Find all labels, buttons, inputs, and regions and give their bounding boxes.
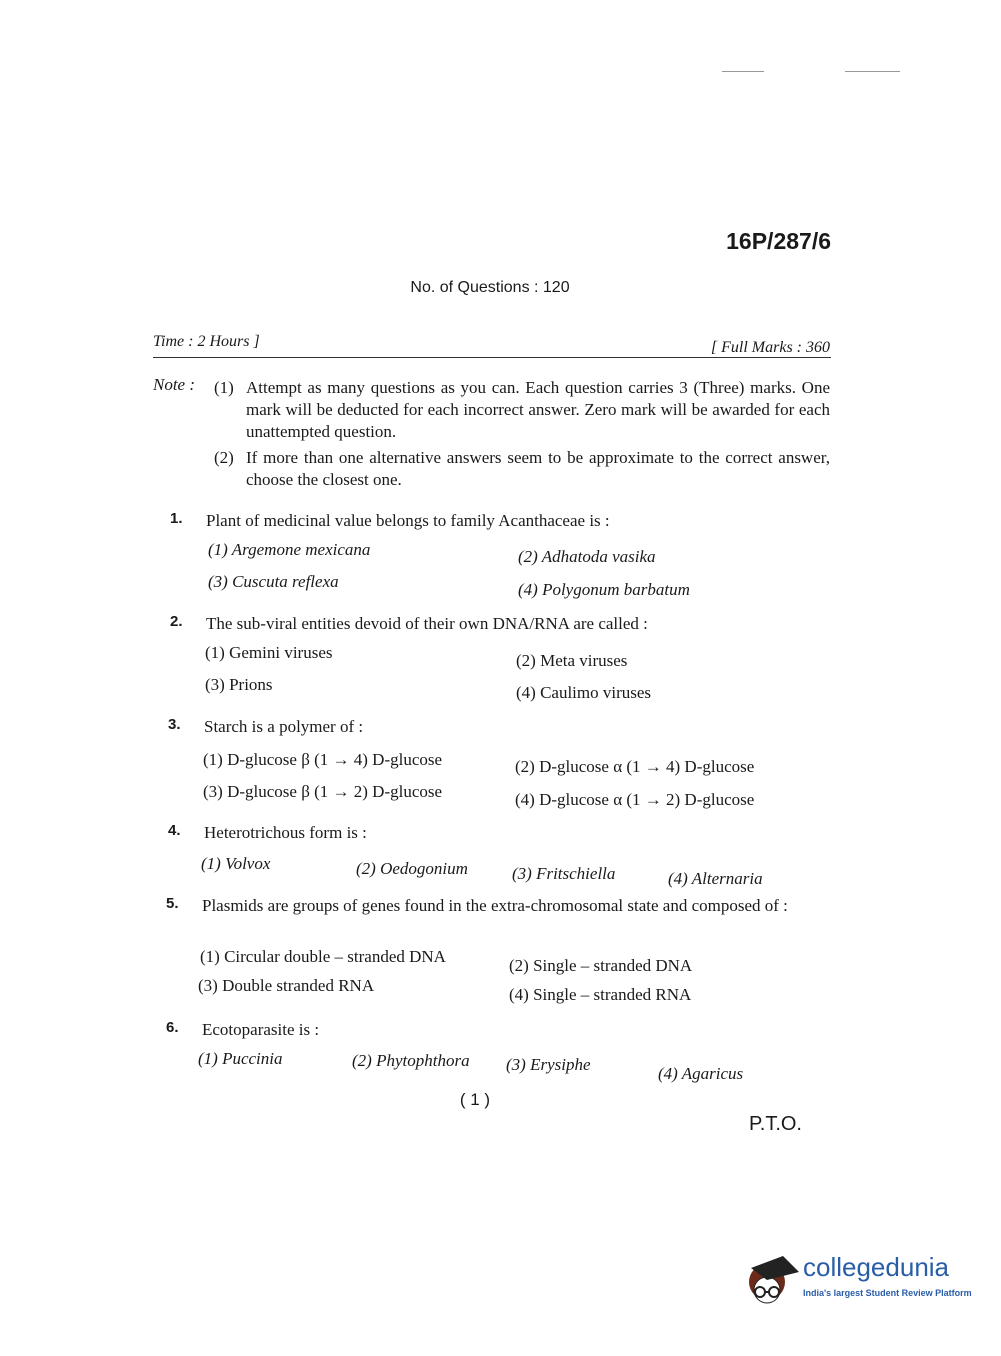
option-1: (1) Gemini viruses <box>205 643 333 662</box>
question-text: Plant of medicinal value belongs to family Acanthaceae is : <box>206 511 610 530</box>
option-4: (4) Alternaria <box>668 869 763 888</box>
question-number: 5. <box>166 895 179 912</box>
option-2: (2) Oedogonium <box>356 859 468 878</box>
question-1 <box>170 510 820 599</box>
option-3: (3) Cuscuta reflexa <box>208 572 339 591</box>
paper-code: 16P/287/6 <box>726 228 831 254</box>
question-number: 6. <box>166 1019 179 1036</box>
brand-name: collegedunia <box>803 1252 950 1282</box>
question-number: 3. <box>168 716 181 733</box>
option-3: (3) Double stranded RNA <box>198 976 375 995</box>
question-text: The sub-viral entities devoid of their own DNA/RNA are called : <box>206 614 648 633</box>
option-2: (2) Phytophthora <box>352 1051 470 1070</box>
scan-mark <box>722 71 764 72</box>
option-2: (2) D-glucose α (1 → 4) D-glucose <box>515 757 755 776</box>
note-label: Note : <box>153 375 196 394</box>
note-text: Attempt as many questions as you can. Each question carries 3 (Three) marks. One mark will be deducted for each incorrect answer. Zero mark will be awarded for each unattempted question. <box>246 378 830 441</box>
question-number: 1. <box>170 510 183 527</box>
brand-tagline: India's largest Student Review Platform <box>803 1288 972 1298</box>
collegedunia-watermark <box>743 1250 973 1310</box>
option-1: (1) D-glucose β (1 → 4) D-glucose <box>203 750 443 769</box>
question-3 <box>168 716 818 809</box>
option-2: (2) Single – stranded DNA <box>509 956 693 975</box>
option-1: (1) Circular double – stranded DNA <box>200 947 446 966</box>
pto-label: P.T.O. <box>749 1113 802 1135</box>
note-number: (2) <box>214 448 234 467</box>
question-6 <box>166 1019 816 1083</box>
question-text: Starch is a polymer of : <box>204 717 364 736</box>
note-text: If more than one alternative answers seem to be approximate to the correct answer, choose the closest one. <box>246 448 830 489</box>
option-4: (4) Polygonum barbatum <box>518 580 690 599</box>
note-item <box>214 377 830 443</box>
full-marks-label: [ Full Marks : 360 <box>710 339 830 356</box>
question-4 <box>168 822 818 888</box>
option-4: (4) D-glucose α (1 → 2) D-glucose <box>515 790 755 809</box>
option-2: (2) Adhatoda vasika <box>518 547 656 566</box>
option-3: (3) Fritschiella <box>512 864 616 883</box>
note-item <box>214 447 830 491</box>
option-3: (3) D-glucose β (1 → 2) D-glucose <box>203 782 443 801</box>
mascot-icon <box>743 1250 801 1310</box>
option-4: (4) Agaricus <box>658 1064 744 1083</box>
option-1: (1) Volvox <box>201 854 271 873</box>
question-text: Ecotoparasite is : <box>202 1020 320 1039</box>
option-1: (1) Argemone mexicana <box>208 540 371 559</box>
option-4: (4) Caulimo viruses <box>516 683 652 702</box>
scan-mark <box>845 71 900 72</box>
option-1: (1) Puccinia <box>198 1049 283 1068</box>
option-2: (2) Meta viruses <box>516 651 628 670</box>
option-4: (4) Single – stranded RNA <box>509 985 692 1004</box>
page-number: ( 1 ) <box>459 1090 491 1109</box>
number-of-questions: No. of Questions : 120 <box>410 279 570 296</box>
question-number: 2. <box>170 613 183 630</box>
question-2 <box>170 613 820 702</box>
question-5 <box>166 895 816 1004</box>
option-3: (3) Erysiphe <box>506 1055 591 1074</box>
question-number: 4. <box>168 822 181 839</box>
question-text: Plasmids are groups of genes found in the extra-chromosomal state and composed of : <box>202 896 788 915</box>
option-3: (3) Prions <box>205 675 273 694</box>
time-label: Time : 2 Hours ] <box>153 333 260 350</box>
note-number: (1) <box>214 378 234 397</box>
question-text: Heterotrichous form is : <box>204 823 367 842</box>
divider <box>153 357 831 358</box>
